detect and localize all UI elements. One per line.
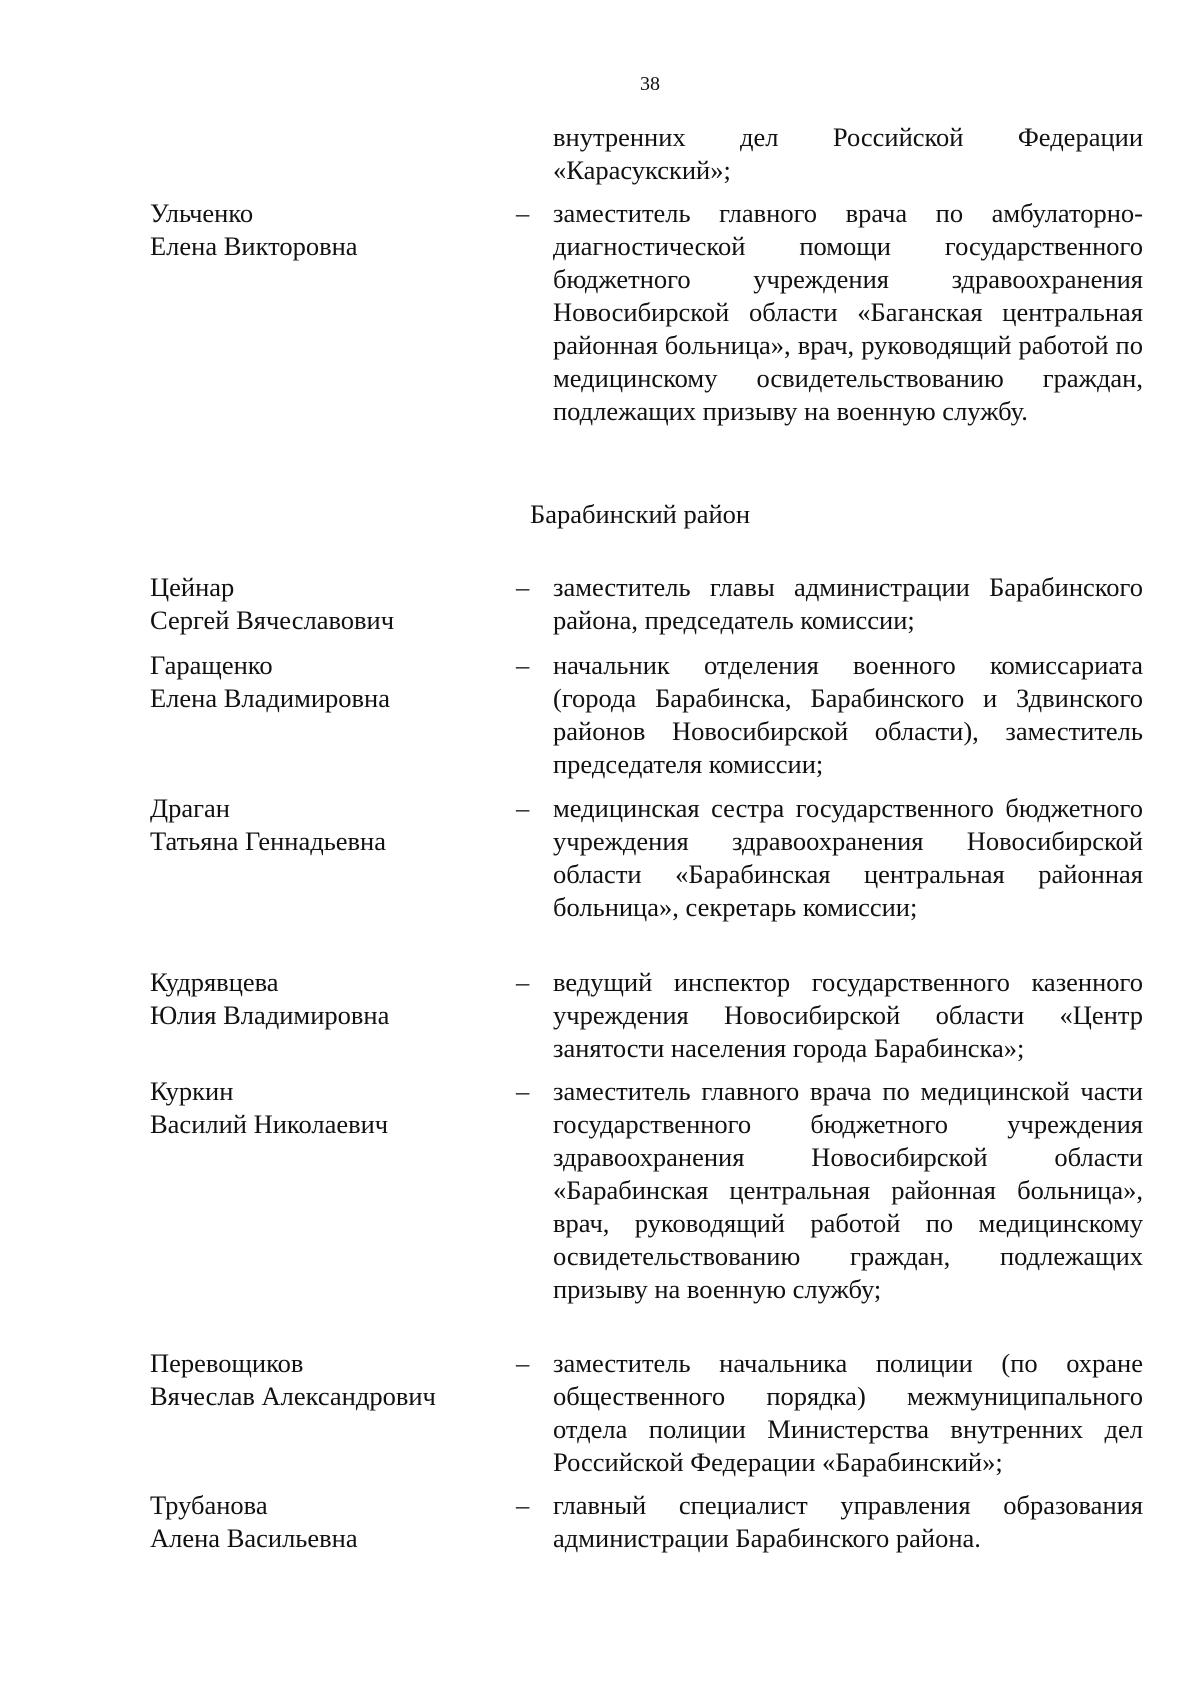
member-description: главный специалист управления образования администрации Барабинского района. — [553, 1490, 1143, 1553]
member-name — [150, 1489, 490, 1555]
member-description: медицинская сестра государственного бюджетного учреждения здравоохранения Новосибирской области «Барабинская центральная районная больница», секретарь комиссии; — [553, 793, 1143, 922]
member-name — [150, 649, 490, 715]
dash-separator: – — [516, 198, 530, 228]
member-surname: Куркин — [150, 1076, 234, 1106]
member-name — [150, 197, 490, 263]
member-surname: Трубанова — [150, 1490, 268, 1520]
dash-separator: – — [516, 1490, 530, 1520]
member-given-names: Сергей Вячеславович — [150, 605, 395, 635]
section-heading: Барабинский район — [530, 499, 751, 529]
member-name — [150, 966, 490, 1032]
member-name — [150, 792, 490, 858]
member-description: ведущий инспектор государственного казенного учреждения Новосибирской области «Центр занятости населения города Барабинска»; — [553, 967, 1143, 1063]
member-surname: Цейнар — [150, 572, 235, 602]
member-name — [150, 571, 490, 637]
dash-separator: – — [516, 650, 530, 680]
dash-separator: – — [516, 793, 530, 823]
member-surname: Перевощиков — [150, 1348, 304, 1378]
member-description: заместитель главного врача по амбулаторно-диагностической помощи государственного бюджетного учреждения здравоохранения Новосибирской области «Баганская центральная районная больница», врач, руководящий работой по медицинскому освидетельствованию граждан, подлежащих призыву на военную службу. — [553, 198, 1143, 426]
member-given-names: Василий Николаевич — [150, 1109, 389, 1139]
dash-separator: – — [516, 967, 530, 997]
member-name — [150, 1347, 490, 1413]
member-given-names: Елена Владимировна — [150, 683, 390, 713]
member-surname: Драган — [150, 793, 230, 823]
continuation-text: внутренних дел Российской Федерации «Карасукский»; — [553, 122, 1143, 185]
member-given-names: Юлия Владимировна — [150, 1000, 390, 1030]
member-description: начальник отделения военного комиссариата (города Барабинска, Барабинского и Здвинского районов Новосибирской области), заместитель председателя комиссии; — [553, 650, 1143, 779]
member-given-names: Вячеслав Александрович — [150, 1381, 436, 1411]
member-given-names: Елена Викторовна — [150, 231, 358, 261]
dash-separator: – — [516, 1076, 530, 1106]
dash-separator: – — [516, 1348, 530, 1378]
member-given-names: Алена Васильевна — [150, 1523, 358, 1553]
member-description: заместитель главного врача по медицинской части государственного бюджетного учреждения здравоохранения Новосибирской области «Барабинская центральная районная больница», врач, руководящий работой по медицинскому освидетельствованию граждан, подлежащих призыву на военную службу; — [553, 1076, 1143, 1304]
page-number: 38 — [640, 73, 660, 95]
member-given-names: Татьяна Геннадьевна — [150, 826, 387, 856]
member-name — [150, 1075, 490, 1141]
member-description: заместитель главы администрации Барабинского района, председатель комиссии; — [553, 572, 1143, 635]
member-surname: Гаращенко — [150, 650, 273, 680]
member-surname: Кудрявцева — [150, 967, 279, 997]
member-description: заместитель начальника полиции (по охране общественного порядка) межмуниципального отдела полиции Министерства внутренних дел Российской Федерации «Барабинский»; — [553, 1348, 1143, 1477]
member-surname: Ульченко — [150, 198, 254, 228]
dash-separator: – — [516, 572, 530, 602]
